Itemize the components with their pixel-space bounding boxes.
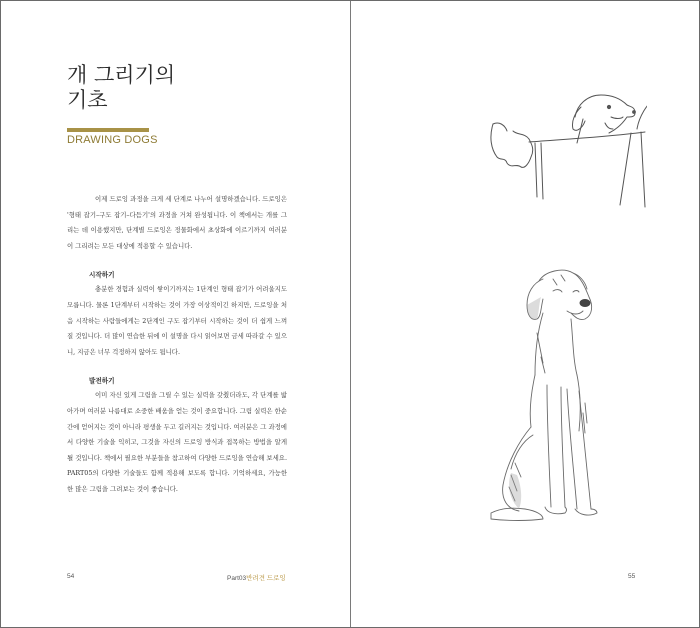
intro-paragraph: 이제 드로잉 과정을 크게 세 단계로 나누어 설명하겠습니다. 드로잉은 '형태 잡기–구도 잡기–다듬기'의 과정을 거쳐 완성됩니다. 이 책에서는 개를 그리는 데 이용했지만, 단계별 드로잉은 정물화에서 초상화에 이르기까지 여러분이 그리려는 모든 대상에 적용할 수 있습니다.	[67, 195, 287, 250]
right-page	[227, 1, 699, 627]
section-heading-develop: 발전하기	[89, 377, 115, 386]
page-title	[67, 63, 267, 113]
page-number-right: 55	[628, 573, 636, 580]
title-line-1: 개 그리기의	[67, 63, 176, 87]
section-paragraph-develop: 이미 자신 있게 그림을 그릴 수 있는 실력을 갖췄더라도, 각 단계를 밟아가며 여러분 나름대로 소중한 배움을 얻는 것이 중요합니다. 그림 실력은 한순간에 얻어지는 것이 아니라 평생을 두고 길러지는 것입니다. 여러분은 그 과정에서 다양한 기술을 익히고, 그것을 자신의 드로잉 방식과 접목하는 방법을 알게 될 것입니다. 책에서 필요한 부분들을 참고하여 다양한 드로잉을 연습해 보세요. PART05의 다양한 기술들도 함께 적용해 보도록 합니다. 기억하세요, 가능한 한 많은 그림을 그려보는 것이 좋습니다.	[67, 391, 287, 493]
running-head-title: 반려견 드로잉	[246, 575, 286, 582]
title-accent-bar	[67, 128, 149, 132]
sitting-dog-pencil-drawing	[481, 263, 621, 538]
english-subtitle: DRAWING DOGS	[67, 134, 158, 146]
section-heading-start: 시작하기	[89, 271, 115, 280]
running-head-part: Part03	[227, 575, 247, 582]
left-page	[1, 1, 350, 627]
section-paragraph-start: 충분한 경험과 실력이 쌓이기까지는 1단계인 형태 잡기가 어려울지도 모릅니다. 물론 1단계부터 시작하는 것이 가장 이상적이긴 하지만, 드로잉을 처음 시작하는 사람들에게는 2단계인 구도 잡기부터 시작하는 것이 더 쉽게 느껴질 것입니다. 더 많이 연습한 뒤에 이 설명을 다시 읽어보면 금세 따라갈 수 있으니, 지금은 너무 걱정하지 않아도 됩니다.	[67, 285, 287, 356]
body-text	[67, 192, 287, 498]
simple-dog-head-sketch	[561, 87, 671, 157]
page-number-left: 54	[67, 573, 75, 580]
title-line-2: 기초	[67, 88, 108, 112]
running-head	[227, 573, 286, 582]
